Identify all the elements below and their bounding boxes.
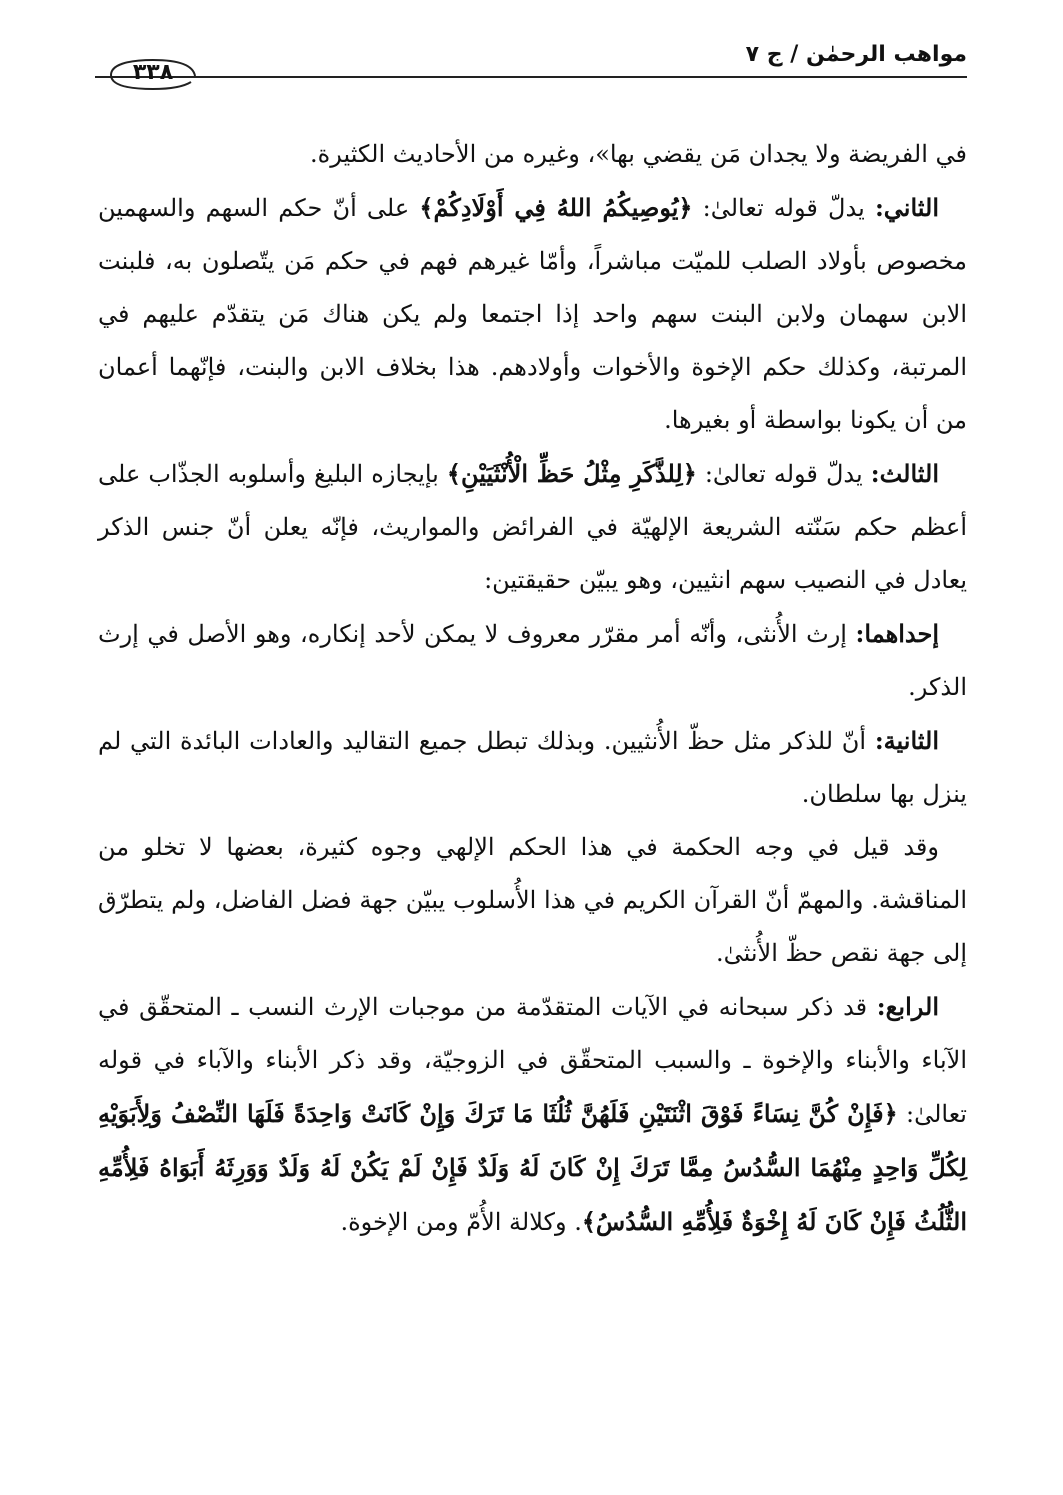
page-number-badge: [105, 56, 201, 92]
quran-verse: ﴿فَإِنْ كُنَّ نِسَاءً فَوْقَ اثْنَتَيْنِ فَلَهُنَّ ثُلُثَا مَا تَرَكَ وَإِنْ كَانَتْ وَاحِدَةً فَلَهَا النِّصْفُ وَلِأَبَوَيْهِ لِكُلِّ وَاحِدٍ مِنْهُمَا السُّدُسُ مِمَّا تَرَكَ إِنْ كَانَ لَهُ وَلَدٌ فَإِنْ لَمْ يَكُنْ لَهُ وَلَدٌ وَوَرِثَهُ أَبَوَاهُ فَلِأُمِّهِ الثُّلُثُ فَإِنْ كَانَ لَهُ إِخْوَةٌ فَلِأُمِّهِ السُّدُسُ﴾: [98, 1099, 967, 1236]
paragraph: [98, 181, 967, 447]
paragraph-text: على أنّ حكم السهم والسهمين مخصوص بأولاد الصلب للميّت مباشراً، وأمّا غيرهم فهم في حكم مَن يتّصلون به، فلبنت الابن سهمان ولابن البنت سهم واحد إذا اجتمعا ولم يكن هناك مَن يتقدّم عليهم في المرتبة، وكذلك حكم الإخوة والأخوات وأولادهم. هذا بخلاف الابن والبنت، فإنّهما أعمان من أن يكونا بواسطة أو بغيرها.: [98, 194, 967, 434]
paragraph-label: إحداهما:: [855, 619, 939, 648]
header-rule: [95, 76, 967, 78]
paragraph-label: الثالث:: [870, 459, 939, 488]
paragraph-text: يدلّ قوله تعالىٰ:: [696, 460, 871, 488]
running-header: [95, 38, 967, 94]
quran-verse: ﴿يُوصِيكُمُ اللهُ فِي أَوْلَادِكُمْ﴾: [419, 193, 693, 222]
paragraph-text: بإيجازه البليغ وأسلوبه الجذّاب على أعظم حكم سَنّته الشريعة الإلهيّة في الفرائض والمواريث، فإنّه يعلن أنّ جنس الذكر يعادل في النصيب سهم انثيين، وهو يبيّن حقيقتين:: [98, 460, 967, 594]
page-number: ٣٣٨: [132, 60, 174, 85]
paragraph-text: . وكلالة الأُمّ ومن الإخوة.: [340, 1208, 582, 1236]
paragraph: [98, 447, 967, 607]
paragraph: في الفريضة ولا يجدان مَن يقضي بها»، وغيره من الأحاديث الكثيرة.: [310, 140, 967, 168]
paragraph: [98, 714, 967, 821]
book-title: مواهب الرحمٰن / ج ٧: [745, 42, 967, 67]
paragraph: [98, 980, 967, 1249]
paragraph-text: إرث الأُنثى، وأنّه أمر مقرّر معروف لا يمكن لأحد إنكاره، وهو الأصل في إرث الذكر.: [98, 620, 967, 701]
page-body: [98, 128, 967, 1249]
paragraph-label: الثاني:: [874, 193, 940, 222]
paragraph: [98, 607, 967, 714]
paragraph-text: يدلّ قوله تعالىٰ:: [692, 194, 875, 222]
paragraph-text: أنّ للذكر مثل حظّ الأُنثيين. وبذلك تبطل جميع التقاليد والعادات البائدة التي لم ينزل بها سلطان.: [98, 727, 967, 808]
paragraph-text: قد ذكر سبحانه في الآيات المتقدّمة من موجبات الإرث النسب ـ المتحقّق في الآباء والأبناء والإخوة ـ والسبب المتحقّق في الزوجيّة، وقد ذكر الأبناء والآباء في قوله تعالىٰ:: [98, 993, 967, 1128]
paragraph-label: الثانية:: [874, 726, 939, 755]
quran-verse: ﴿لِلذَّكَرِ مِثْلُ حَظِّ الْأُنْثَيَيْنِ﴾: [446, 459, 697, 488]
paragraph: وقد قيل في وجه الحكمة في هذا الحكم الإلهي وجوه كثيرة، بعضها لا تخلو من المناقشة. والمهمّ أنّ القرآن الكريم في هذا الأُسلوب يبيّن جهة فضل الفاضل، ولم يتطرّق إلى جهة نقص حظّ الأُنثىٰ.: [98, 833, 967, 967]
paragraph-label: الرابع:: [876, 992, 939, 1021]
